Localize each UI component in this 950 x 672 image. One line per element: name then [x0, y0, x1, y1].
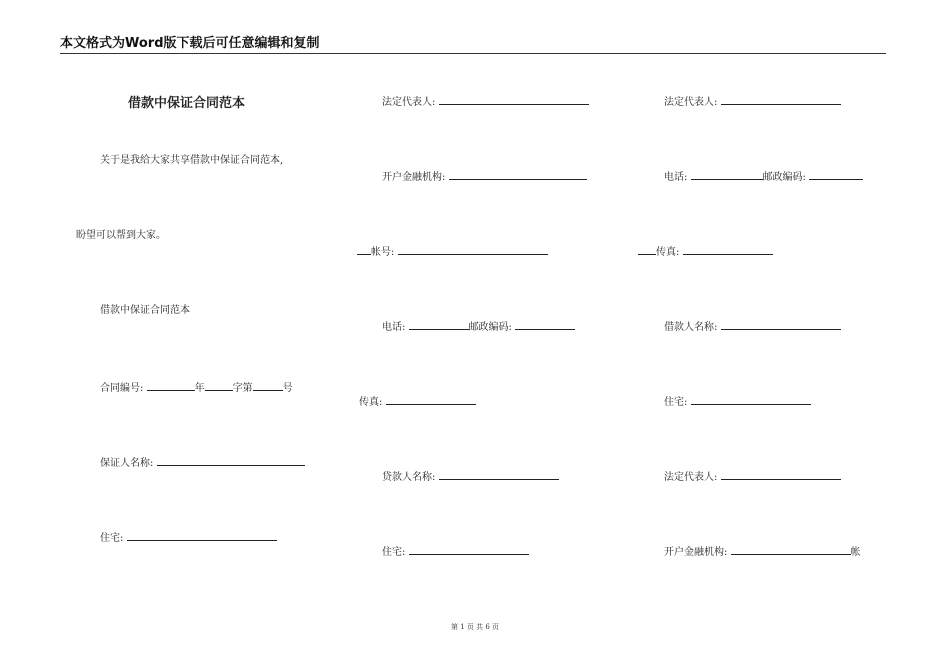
contract-year-label: 年	[194, 383, 205, 394]
borrower-name-blank[interactable]	[721, 318, 841, 330]
lender-name-blank[interactable]	[439, 468, 559, 480]
contract-hao-label: 号	[282, 383, 293, 394]
postcode-label: 邮政编码:	[762, 172, 806, 183]
fax-blank[interactable]	[386, 393, 476, 405]
lender-name-label: 贷款人名称:	[382, 472, 436, 483]
contract-year-blank[interactable]	[147, 379, 195, 391]
lender-residence-line	[382, 543, 529, 560]
intro-line-2: 盼望可以帮到大家。	[76, 230, 166, 241]
borrower-name-line	[664, 318, 841, 335]
document-title: 借款中保证合同范本	[128, 96, 246, 111]
legal-rep-label: 法定代表人:	[382, 97, 436, 108]
contract-hao-blank[interactable]	[253, 379, 283, 391]
guarantor-residence-line	[100, 529, 277, 546]
page-header	[60, 36, 886, 54]
contract-number-line	[100, 379, 293, 396]
guarantor-legal-rep-line	[382, 93, 589, 110]
phone-label: 电话:	[664, 172, 688, 183]
bank-blank[interactable]	[731, 543, 851, 555]
header-title: 本文格式为Word版下载后可任意编辑和复制	[60, 36, 320, 51]
bank-label: 开户金融机构:	[664, 547, 728, 558]
guarantor-phone-line	[382, 318, 575, 335]
borrower-name-label: 借款人名称:	[664, 322, 718, 333]
legal-rep-label: 法定代表人:	[664, 97, 718, 108]
lender-name-line	[382, 468, 559, 485]
guarantor-fax-line	[359, 393, 476, 410]
legal-rep-label: 法定代表人:	[664, 472, 718, 483]
phone-blank[interactable]	[691, 168, 763, 180]
guarantor-account-line	[357, 243, 548, 260]
contract-zi-blank[interactable]	[205, 379, 233, 391]
phone-blank[interactable]	[409, 318, 469, 330]
page-number: 第 1 页 共 6 页	[450, 623, 500, 631]
postcode-label: 邮政编码:	[468, 322, 512, 333]
bank-blank[interactable]	[449, 168, 587, 180]
intro-line-1: 关于是我给大家共享借款中保证合同范本,	[100, 155, 284, 166]
legal-rep-blank[interactable]	[721, 468, 841, 480]
page-footer	[0, 622, 950, 632]
lender-phone-line	[664, 168, 863, 185]
account-prefix-blank[interactable]	[357, 243, 371, 255]
section-heading: 借款中保证合同范本	[100, 305, 190, 316]
lender-residence-label: 住宅:	[382, 547, 406, 558]
bank-label: 开户金融机构:	[382, 172, 446, 183]
postcode-blank[interactable]	[809, 168, 863, 180]
fax-blank[interactable]	[683, 243, 773, 255]
account-blank[interactable]	[398, 243, 548, 255]
phone-label: 电话:	[382, 322, 406, 333]
fax-prefix-blank[interactable]	[638, 243, 656, 255]
borrower-residence-blank[interactable]	[691, 393, 811, 405]
guarantor-residence-blank[interactable]	[127, 529, 277, 541]
legal-rep-blank[interactable]	[721, 93, 841, 105]
guarantor-name-blank[interactable]	[157, 454, 305, 466]
contract-number-label: 合同编号:	[100, 383, 144, 394]
guarantor-name-line	[100, 454, 305, 471]
lender-legal-rep-line	[664, 93, 841, 110]
borrower-legal-rep-line	[664, 468, 841, 485]
account-suffix-label: 帐	[850, 547, 861, 558]
fax-label: 传真:	[656, 247, 680, 258]
guarantor-bank-line	[382, 168, 587, 185]
guarantor-name-label: 保证人名称:	[100, 458, 154, 469]
legal-rep-blank[interactable]	[439, 93, 589, 105]
borrower-residence-label: 住宅:	[664, 397, 688, 408]
lender-fax-line	[638, 243, 773, 260]
fax-label: 传真:	[359, 397, 383, 408]
borrower-bank-line	[664, 543, 861, 560]
account-label: 帐号:	[371, 247, 395, 258]
contract-zi-label: 字第	[232, 383, 253, 394]
borrower-residence-line	[664, 393, 811, 410]
lender-residence-blank[interactable]	[409, 543, 529, 555]
guarantor-residence-label: 住宅:	[100, 533, 124, 544]
postcode-blank[interactable]	[515, 318, 575, 330]
